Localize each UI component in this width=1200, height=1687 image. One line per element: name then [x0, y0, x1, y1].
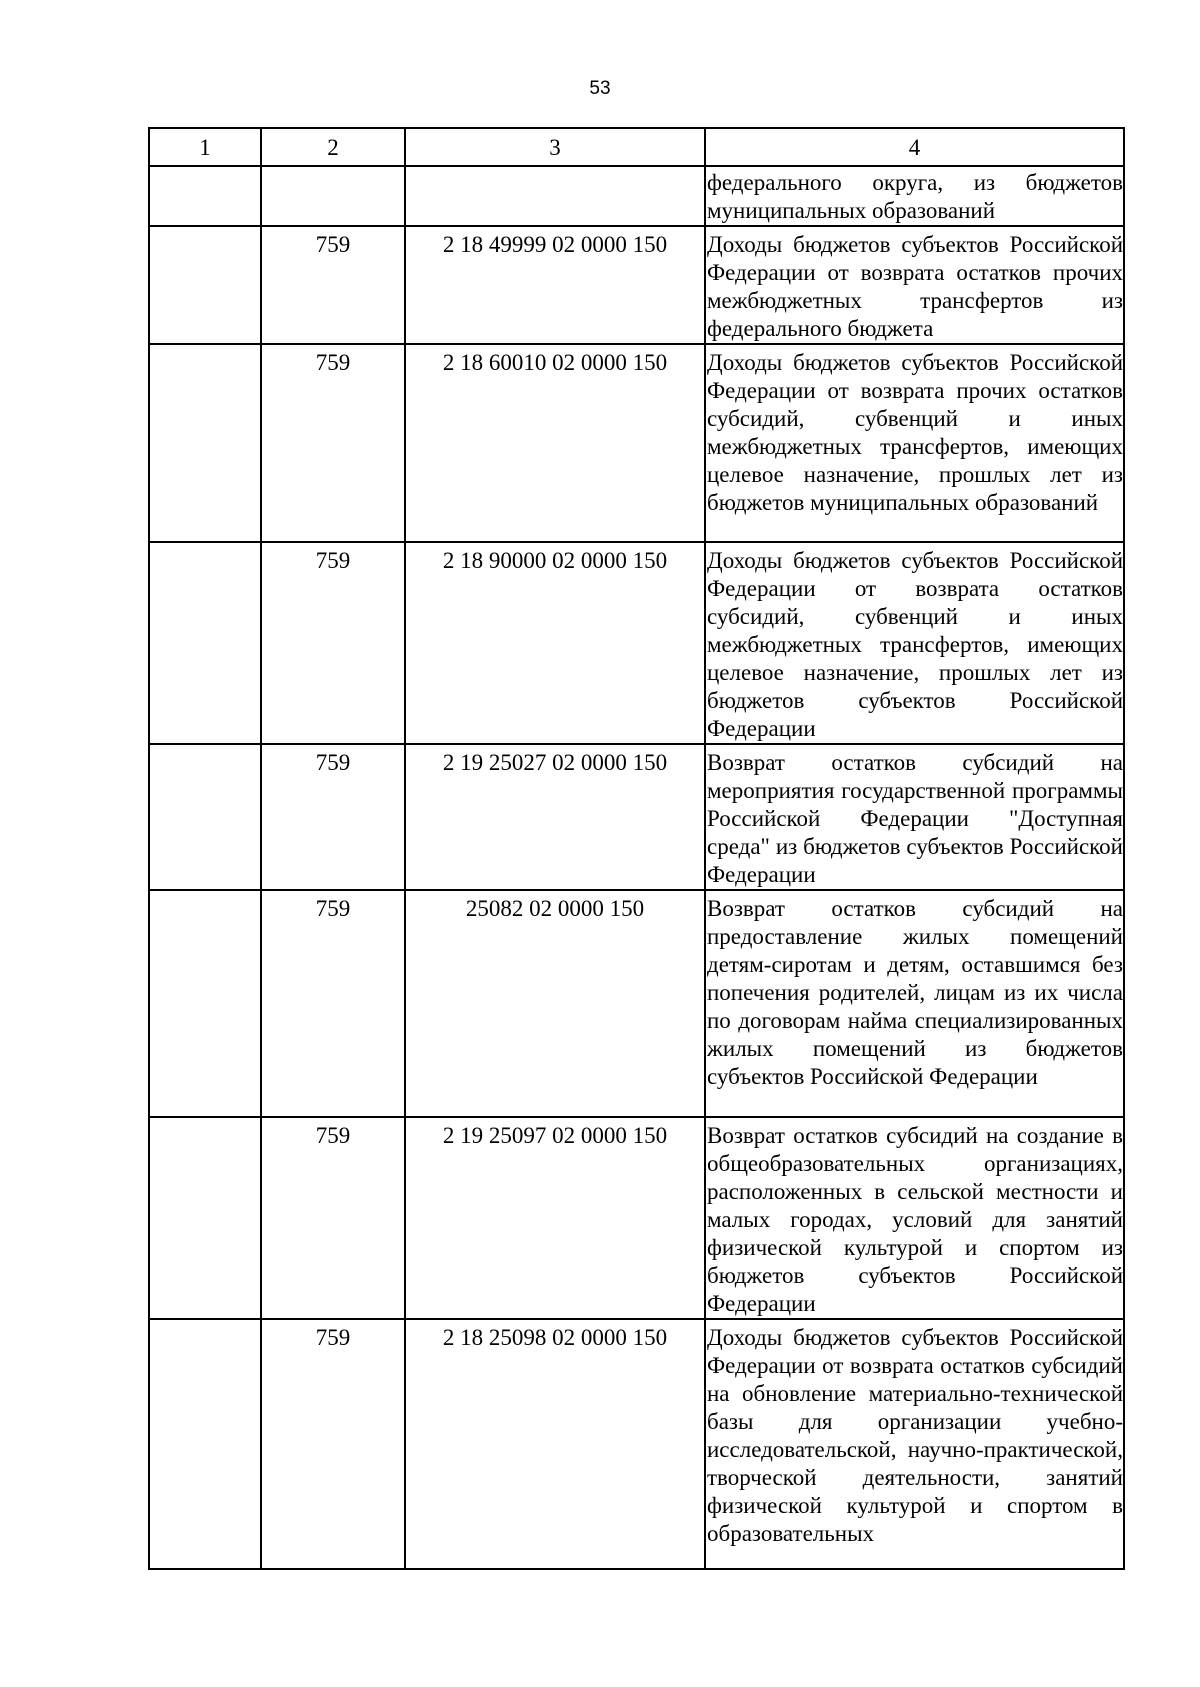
admin-code-cell: 759: [261, 1319, 405, 1569]
table-row: [149, 1117, 1124, 1319]
row-cell-col1: [149, 1117, 261, 1319]
budget-code-cell: 2 18 60010 02 0000 150: [405, 344, 705, 542]
page-number: 53: [589, 78, 611, 99]
table-header-row: [149, 128, 1124, 166]
budget-code-cell: 2 18 49999 02 0000 150: [405, 226, 705, 344]
description-cell: Доходы бюджетов субъектов Российской Федерации от возврата прочих остатков субсидий, субвенций и иных межбюджетных трансфертов, имеющих целевое назначение, прошлых лет из бюджетов муниципальных образований: [705, 344, 1124, 542]
column-header-3: 3: [405, 128, 705, 166]
row-cell-col1: [149, 744, 261, 890]
budget-code-cell: 2 18 25098 02 0000 150: [405, 1319, 705, 1569]
column-header-2: 2: [261, 128, 405, 166]
budget-code-cell: 2 19 25097 02 0000 150: [405, 1117, 705, 1319]
budget-code-cell: 2 19 25027 02 0000 150: [405, 744, 705, 890]
description-cell: федерального округа, из бюджетов муниципальных образований: [705, 166, 1124, 226]
row-cell-col1: [149, 890, 261, 1117]
budget-code-cell: 25082 02 0000 150: [405, 890, 705, 1117]
table-row: [149, 542, 1124, 744]
column-header-4: 4: [705, 128, 1124, 166]
table-row: [149, 1319, 1124, 1569]
admin-code-cell: 759: [261, 542, 405, 744]
description-cell: Возврат остатков субсидий на мероприятия государственной программы Российской Федерации "Доступная среда" из бюджетов субъектов Российской Федерации: [705, 744, 1124, 890]
description-cell: Доходы бюджетов субъектов Российской Федерации от возврата остатков субсидий, субвенций и иных межбюджетных трансфертов, имеющих целевое назначение, прошлых лет из бюджетов субъектов Российской Федерации: [705, 542, 1124, 744]
table-row: [149, 344, 1124, 542]
budget-code-cell: [405, 166, 705, 226]
admin-code-cell: 759: [261, 344, 405, 542]
admin-code-cell: [261, 166, 405, 226]
table-row: [149, 890, 1124, 1117]
admin-code-cell: 759: [261, 1117, 405, 1319]
table-row: [149, 166, 1124, 226]
table-row: [149, 226, 1124, 344]
table-row: [149, 744, 1124, 890]
row-cell-col1: [149, 226, 261, 344]
description-cell: Возврат остатков субсидий на создание в общеобразовательных организациях, расположенных в сельской местности и малых городах, условий для занятий физической культурой и спортом из бюджетов субъектов Российской Федерации: [705, 1117, 1124, 1319]
admin-code-cell: 759: [261, 226, 405, 344]
row-cell-col1: [149, 166, 261, 226]
admin-code-cell: 759: [261, 744, 405, 890]
description-cell: Доходы бюджетов субъектов Российской Федерации от возврата остатков субсидий на обновление материально-технической базы для организации учебно-исследовательской, научно-практической, творческой деятельности, занятий физической культурой и спортом в образовательных: [705, 1319, 1124, 1569]
description-cell: Доходы бюджетов субъектов Российской Федерации от возврата остатков прочих межбюджетных трансфертов из федерального бюджета: [705, 226, 1124, 344]
description-cell: Возврат остатков субсидий на предоставление жилых помещений детям-сиротам и детям, оставшимся без попечения родителей, лицам из их числа по договорам найма специализированных жилых помещений из бюджетов субъектов Российской Федерации: [705, 890, 1124, 1117]
budget-codes-table: [148, 127, 1125, 1570]
budget-code-cell: 2 18 90000 02 0000 150: [405, 542, 705, 744]
row-cell-col1: [149, 1319, 261, 1569]
column-header-1: 1: [149, 128, 261, 166]
row-cell-col1: [149, 344, 261, 542]
row-cell-col1: [149, 542, 261, 744]
admin-code-cell: 759: [261, 890, 405, 1117]
